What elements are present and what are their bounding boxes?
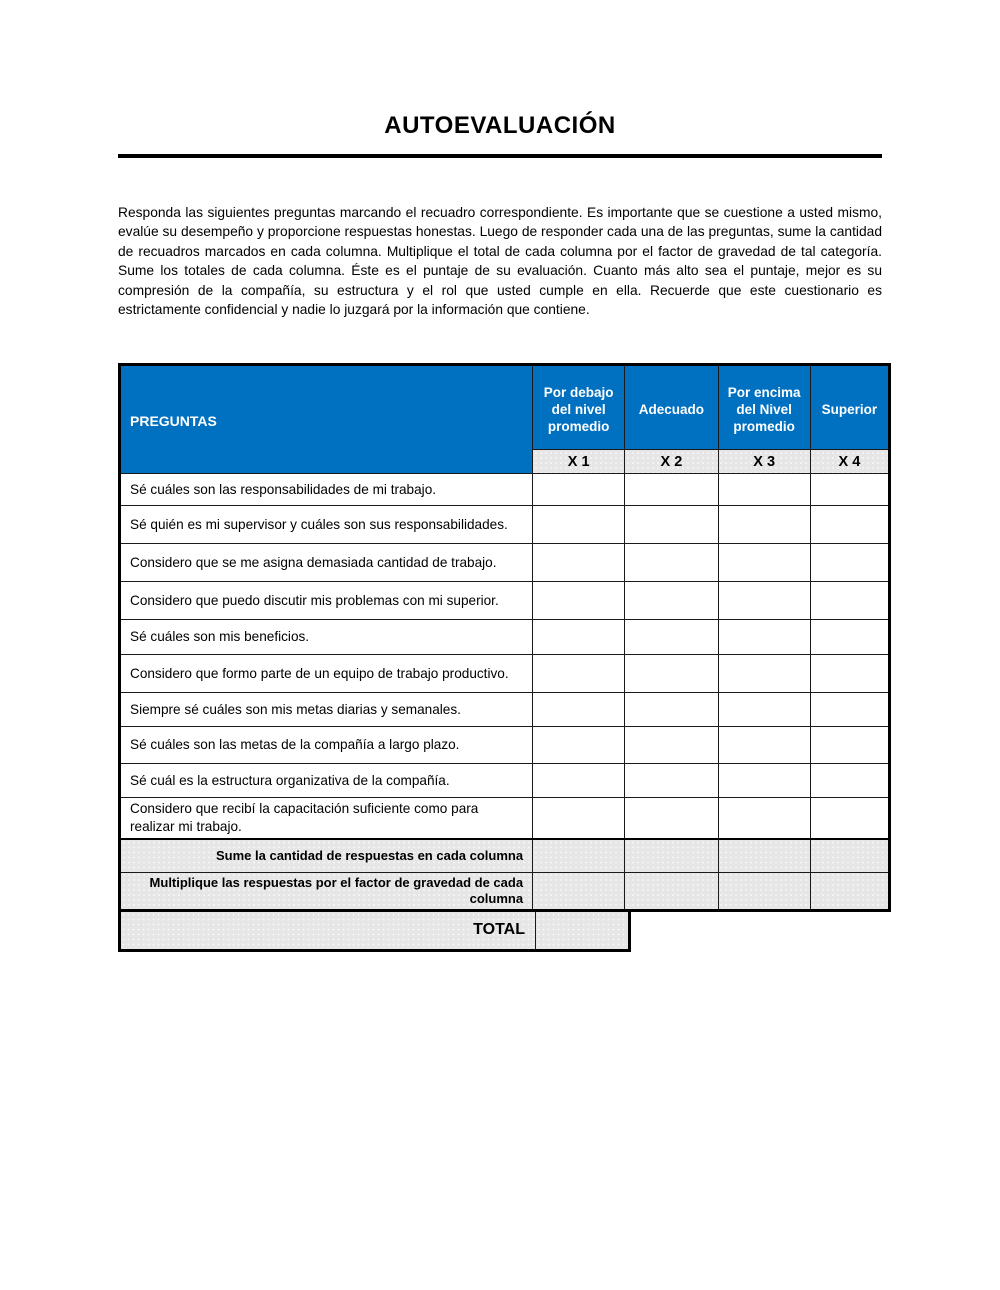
answer-cell[interactable] [718,655,810,693]
answer-cell[interactable] [810,693,889,727]
answer-cell[interactable] [718,544,810,582]
answer-cell[interactable] [718,620,810,655]
question-cell: Sé cuáles son las metas de la compañía a largo plazo. [120,727,533,764]
multiplier-cell-x3: X 3 [718,450,810,474]
answer-cell[interactable] [718,727,810,764]
sum-cell[interactable] [718,839,810,872]
answer-cell[interactable] [810,582,889,620]
answer-cell[interactable] [718,582,810,620]
question-row [120,764,890,798]
question-cell: Considero que formo parte de un equipo de trabajo productivo. [120,655,533,693]
answer-cell[interactable] [718,474,810,506]
answer-cell[interactable] [810,544,889,582]
answer-cell[interactable] [810,506,889,544]
answer-cell[interactable] [625,474,718,506]
answer-cell[interactable] [533,544,625,582]
answer-cell[interactable] [533,474,625,506]
evaluation-table [118,363,891,912]
multiply-cell[interactable] [533,872,625,910]
answer-cell[interactable] [810,620,889,655]
answer-cell[interactable] [533,620,625,655]
answer-cell[interactable] [533,506,625,544]
answer-cell[interactable] [718,798,810,840]
answer-cell[interactable] [625,764,718,798]
multiply-cell[interactable] [718,872,810,910]
total-value-cell[interactable] [536,912,628,949]
total-row [118,912,631,952]
multiply-cell[interactable] [625,872,718,910]
question-row [120,582,890,620]
header-row [120,365,890,450]
answer-cell[interactable] [533,727,625,764]
question-cell: Sé quién es mi supervisor y cuáles son sus responsabilidades. [120,506,533,544]
sum-cell[interactable] [810,839,889,872]
answer-cell[interactable] [625,693,718,727]
answer-cell[interactable] [625,655,718,693]
answer-cell[interactable] [810,727,889,764]
question-cell: Siempre sé cuáles son mis metas diarias y semanales. [120,693,533,727]
answer-cell[interactable] [625,620,718,655]
header-cell-preguntas: PREGUNTAS [120,365,533,474]
question-row [120,798,890,840]
multiplier-cell-x4: X 4 [810,450,889,474]
evaluation-table-wrapper [118,363,882,952]
total-label: TOTAL [121,912,536,949]
answer-cell[interactable] [810,655,889,693]
multiply-row [120,872,890,910]
sum-cell[interactable] [625,839,718,872]
header-cell-below-average: Por debajo del nivel promedio [533,365,625,450]
answer-cell[interactable] [533,693,625,727]
answer-cell[interactable] [810,764,889,798]
answer-cell[interactable] [625,544,718,582]
multiply-cell[interactable] [810,872,889,910]
sum-row [120,839,890,872]
question-row [120,693,890,727]
header-cell-superior: Superior [810,365,889,450]
intro-paragraph: Responda las siguientes preguntas marcando el recuadro correspondiente. Es importante que se cuestione a usted mismo, evalúe su desempeño y proporcione respuestas honestas. Luego de responder cada una de las preguntas, sume la cantidad de recuadros marcados en cada columna. Multiplique el total de cada columna por el factor de gravedad de tal categoría. Sume los totales de cada columna. Éste es el puntaje de su evaluación. Cuanto más alto sea el puntaje, mejor es su compresión de la compañía, su estructura y el rol que usted cumple en ella. Recuerde que este cuestionario es estrictamente confidencial y nadie lo juzgará por la información que contiene. [118,205,882,318]
answer-cell[interactable] [533,764,625,798]
answer-cell[interactable] [718,764,810,798]
header-cell-adequate: Adecuado [625,365,718,450]
question-cell: Sé cuál es la estructura organizativa de la compañía. [120,764,533,798]
answer-cell[interactable] [533,655,625,693]
title-rule [118,154,882,158]
answer-cell[interactable] [625,582,718,620]
page-title: AUTOEVALUACIÓN [384,112,616,139]
question-cell: Considero que se me asigna demasiada cantidad de trabajo. [120,544,533,582]
sum-cell[interactable] [533,839,625,872]
answer-cell[interactable] [533,582,625,620]
answer-cell[interactable] [625,798,718,840]
sum-row-label: Sume la cantidad de respuestas en cada columna [120,839,533,872]
question-row [120,474,890,506]
answer-cell[interactable] [625,506,718,544]
question-cell: Considero que puedo discutir mis problemas con mi superior. [120,582,533,620]
question-row [120,727,890,764]
header-cell-above-average: Por encima del Nivel promedio [718,365,810,450]
answer-cell[interactable] [810,798,889,840]
answer-cell[interactable] [718,693,810,727]
question-cell: Sé cuáles son mis beneficios. [120,620,533,655]
answer-cell[interactable] [533,798,625,840]
question-cell: Considero que recibí la capacitación suficiente como para realizar mi trabajo. [120,798,533,840]
multiplier-cell-x1: X 1 [533,450,625,474]
multiplier-cell-x2: X 2 [625,450,718,474]
question-row [120,506,890,544]
answer-cell[interactable] [810,474,889,506]
question-cell: Sé cuáles son las responsabilidades de mi trabajo. [120,474,533,506]
question-row [120,655,890,693]
question-row [120,544,890,582]
multiply-row-label: Multiplique las respuestas por el factor de gravedad de cada columna [120,872,533,910]
answer-cell[interactable] [718,506,810,544]
answer-cell[interactable] [625,727,718,764]
question-row [120,620,890,655]
